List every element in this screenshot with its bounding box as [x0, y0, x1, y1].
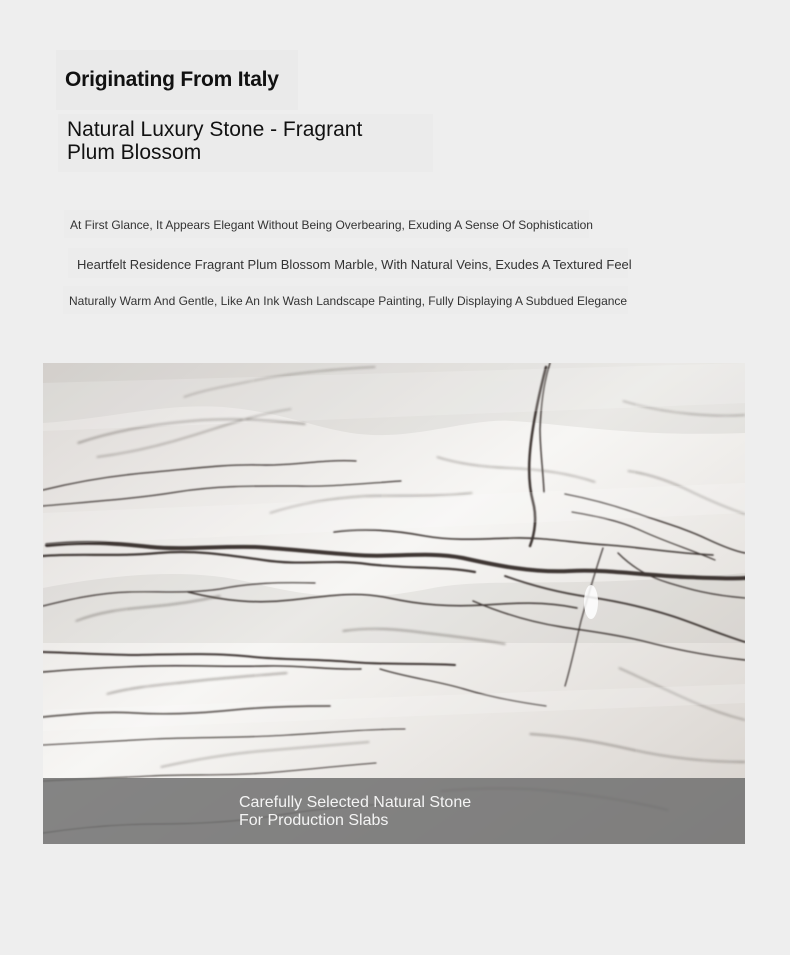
- description-line-1: At First Glance, It Appears Elegant Without Being Overbearing, Exuding A Sense Of Sophistication: [70, 218, 593, 232]
- eyebrow-title: Originating From Italy: [65, 68, 279, 91]
- marble-image: [43, 363, 745, 844]
- title-line-2: Plum Blossom: [67, 141, 202, 164]
- image-caption-overlay: [43, 778, 745, 844]
- description-line-2: Heartfelt Residence Fragrant Plum Blossom Marble, With Natural Veins, Exudes A Textured Feel: [77, 257, 632, 272]
- caption-line-1: Carefully Selected Natural Stone: [239, 794, 472, 811]
- caption-line-2: For Production Slabs: [239, 812, 389, 829]
- page-title: [67, 118, 417, 164]
- description-line-3: Naturally Warm And Gentle, Like An Ink Wash Landscape Painting, Fully Displaying A Subdued Elegance: [69, 294, 628, 308]
- marble-veins-illustration: [43, 363, 745, 844]
- image-caption: [239, 794, 539, 830]
- title-line-1: Natural Luxury Stone - Fragrant: [67, 118, 363, 141]
